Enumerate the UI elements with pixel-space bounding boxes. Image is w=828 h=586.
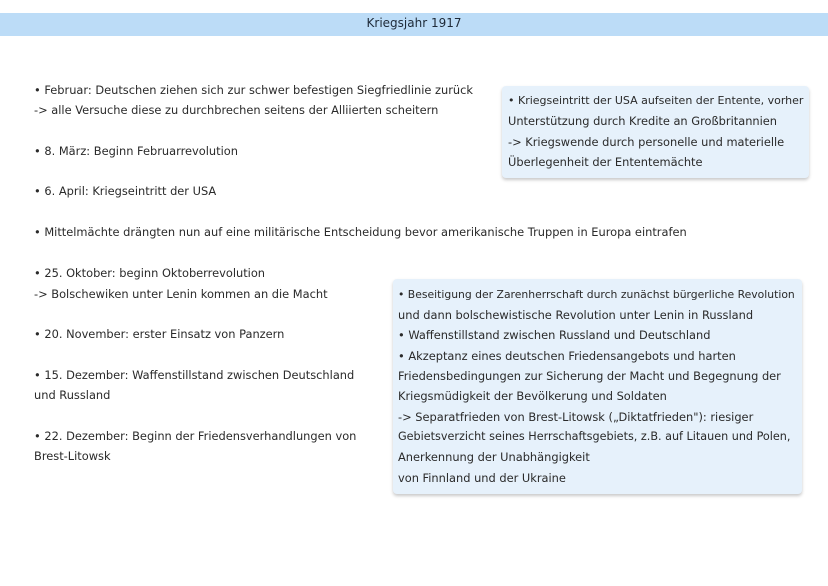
- note-line: • Kriegseintritt der USA aufseiten der Entente, vorher: [508, 94, 804, 107]
- note-line: • Waffenstillstand zwischen Russland und Deutschland: [398, 328, 711, 342]
- event-line: Brest-Litowsk: [34, 449, 111, 463]
- note-line: Anerkennung der Unabhängigkeit: [398, 450, 590, 464]
- note-line: Kriegsmüdigkeit der Bevölkerung und Soldaten: [398, 389, 667, 403]
- page-title: Kriegsjahr 1917: [366, 16, 462, 30]
- note-line: von Finnland und der Ukraine: [398, 471, 566, 485]
- event-line: • 6. April: Kriegseintritt der USA: [34, 184, 217, 198]
- note-line: Gebietsverzicht seines Herrschaftsgebiets, z.B. auf Litauen und Polen,: [398, 430, 791, 443]
- event-line: • Mittelmächte drängten nun auf eine militärische Entscheidung bevor amerikanische Truppen in Europa eintrafen: [34, 225, 687, 239]
- event-line: • 25. Oktober: beginn Oktoberrevolution: [34, 266, 266, 280]
- event-line: und Russland: [34, 388, 111, 402]
- event-line: -> alle Versuche diese zu durchbrechen seitens der Alliierten scheitern: [34, 103, 439, 117]
- note-line: Überlegenheit der Ententemächte: [508, 155, 703, 169]
- event-line: • 8. März: Beginn Februarrevolution: [34, 144, 238, 158]
- note-line: • Akzeptanz eines deutschen Friedensangebots und harten: [398, 349, 736, 363]
- event-line: • 15. Dezember: Waffenstillstand zwischen Deutschland: [34, 368, 355, 382]
- note-line: -> Kriegswende durch personelle und materielle: [508, 135, 785, 149]
- event-line: • 20. November: erster Einsatz von Panzern: [34, 327, 285, 341]
- event-line: • Februar: Deutschen ziehen sich zur schwer befestigen Siegfriedlinie zurück: [34, 83, 473, 97]
- note-line: -> Separatfrieden von Brest-Litowsk („Diktatfrieden"): riesiger: [398, 410, 754, 424]
- note-russia: [393, 279, 802, 494]
- note-usa: [502, 86, 809, 178]
- event-line: • 22. Dezember: Beginn der Friedensverhandlungen von: [34, 429, 357, 443]
- note-line: • Beseitigung der Zarenherrschaft durch zunächst bürgerliche Revolution: [398, 288, 795, 301]
- note-line: Unterstützung durch Kredite an Großbritannien: [508, 114, 778, 128]
- event-line: -> Bolschewiken unter Lenin kommen an die Macht: [34, 287, 328, 301]
- note-line: und dann bolschewistische Revolution unter Lenin in Russland: [398, 308, 754, 322]
- note-line: Friedensbedingungen zur Sicherung der Macht und Begegnung der: [398, 369, 781, 383]
